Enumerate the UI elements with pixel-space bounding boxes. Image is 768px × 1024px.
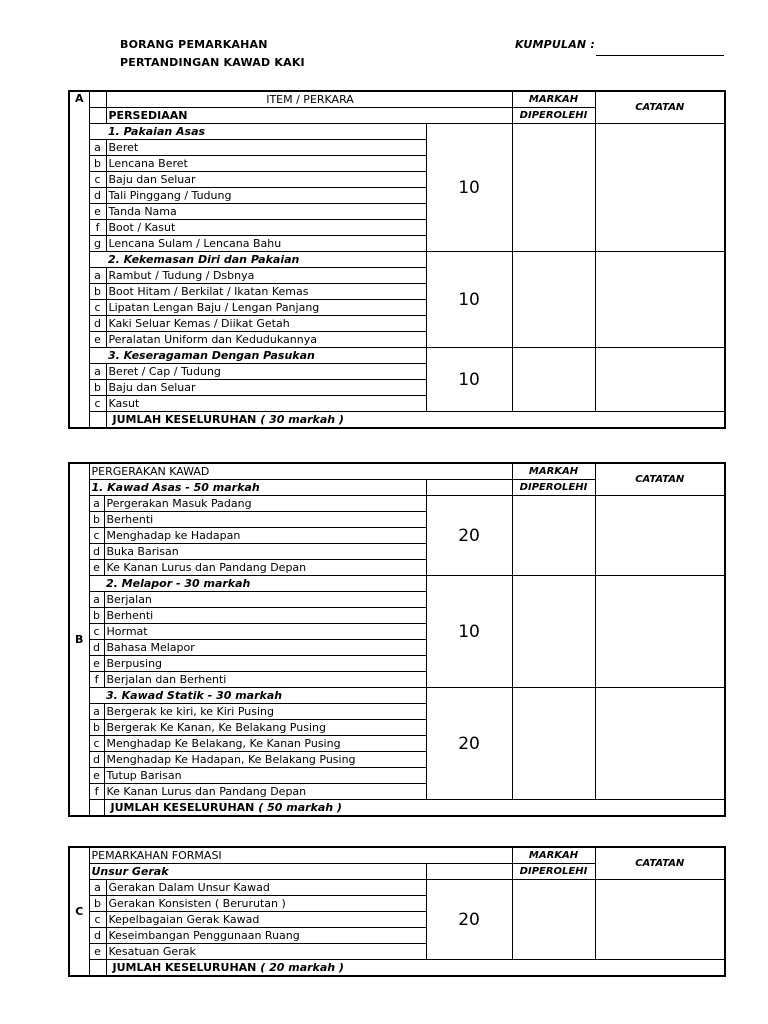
item-index: d — [89, 544, 104, 560]
group-title: 2. Melapor - 30 markah — [104, 576, 426, 592]
item-index: a — [89, 592, 104, 608]
item-label: Boot Hitam / Berkilat / Ikatan Kemas — [106, 284, 426, 300]
item-label: Keseimbangan Penggunaan Ruang — [106, 928, 426, 944]
item-index: c — [89, 172, 106, 188]
group-title: 3. Keseragaman Dengan Pasukan — [106, 348, 426, 364]
total-label: JUMLAH KESELURUHAN — [110, 800, 255, 814]
item-label: Berhenti — [104, 608, 426, 624]
item-label: Beret — [106, 140, 426, 156]
group-points: 20 — [426, 496, 512, 576]
item-label: Buka Barisan — [104, 544, 426, 560]
group-points: 10 — [426, 348, 512, 412]
diperolehi-header: DIPEROLEHI — [512, 864, 595, 880]
item-label: Hormat — [104, 624, 426, 640]
markah-header — [512, 847, 595, 864]
item-index: e — [89, 204, 106, 220]
markah-header — [512, 463, 595, 480]
catatan-header: CATATAN — [595, 91, 725, 124]
group-points: 10 — [426, 124, 512, 252]
markah-diperolehi-cell[interactable] — [512, 576, 595, 688]
item-label: Kasut — [106, 396, 426, 412]
item-label: Kepelbagaian Gerak Kawad — [106, 912, 426, 928]
item-index: d — [89, 188, 106, 204]
item-label: Bergerak Ke Kanan, Ke Belakang Pusing — [104, 720, 426, 736]
total-row — [106, 412, 725, 429]
item-label: Baju dan Seluar — [106, 380, 426, 396]
markah-diperolehi-cell[interactable] — [512, 252, 595, 348]
total-label: JUMLAH KESELURUHAN — [112, 960, 257, 974]
section-letter: B — [69, 463, 89, 816]
item-index: f — [89, 672, 104, 688]
markah-diperolehi-cell[interactable] — [512, 880, 595, 960]
item-label: Lencana Beret — [106, 156, 426, 172]
section-title: PERGERAKAN KAWAD — [89, 463, 512, 480]
section-title: PEMARKAHAN FORMASI — [89, 847, 512, 864]
item-label: Menghadap Ke Belakang, Ke Kanan Pusing — [104, 736, 426, 752]
kumpulan-input-line[interactable] — [596, 55, 724, 56]
form-title: BORANG PEMARKAHAN — [120, 38, 268, 51]
item-index: e — [89, 560, 104, 576]
list-item — [69, 496, 725, 512]
catatan-cell[interactable] — [595, 496, 725, 576]
item-index: c — [89, 624, 104, 640]
diperolehi-header: DIPEROLEHI — [512, 480, 595, 496]
points-spacer — [426, 864, 512, 880]
item-label: Ke Kanan Lurus dan Pandang Depan — [104, 784, 426, 800]
item-perkara-header: ITEM / PERKARA — [106, 91, 512, 108]
item-index: b — [89, 896, 106, 912]
competition-title: PERTANDINGAN KAWAD KAKI — [120, 56, 305, 69]
total-label: JUMLAH KESELURUHAN — [112, 412, 257, 426]
item-index: b — [89, 156, 106, 172]
item-label: Lipatan Lengan Baju / Lengan Panjang — [106, 300, 426, 316]
item-label: Rambut / Tudung / Dsbnya — [106, 268, 426, 284]
item-index: d — [89, 928, 106, 944]
item-label: Berpusing — [104, 656, 426, 672]
item-label: Kaki Seluar Kemas / Diikat Getah — [106, 316, 426, 332]
item-index: b — [89, 284, 106, 300]
item-index: a — [89, 364, 106, 380]
markah-label: MARKAH — [528, 93, 579, 105]
item-index: e — [89, 332, 106, 348]
item-index: e — [89, 768, 104, 784]
item-index: c — [89, 912, 106, 928]
item-label: Pergerakan Masuk Padang — [104, 496, 426, 512]
kumpulan-label: KUMPULAN : — [515, 38, 595, 51]
item-index: b — [89, 380, 106, 396]
item-label: Menghadap ke Hadapan — [104, 528, 426, 544]
item-label: Tali Pinggang / Tudung — [106, 188, 426, 204]
item-index: a — [89, 268, 106, 284]
item-index: f — [89, 220, 106, 236]
item-label: Gerakan Konsisten ( Berurutan ) — [106, 896, 426, 912]
index-col — [89, 108, 106, 124]
item-label: Ke Kanan Lurus dan Pandang Depan — [104, 560, 426, 576]
item-index: f — [89, 784, 104, 800]
item-label: Baju dan Seluar — [106, 172, 426, 188]
item-index: c — [89, 396, 106, 412]
item-index: d — [89, 640, 104, 656]
group-title: 1. Kawad Asas - 50 markah — [89, 480, 426, 496]
item-label: Gerakan Dalam Unsur Kawad — [106, 880, 426, 896]
section-title: PERSEDIAAN — [106, 108, 512, 124]
group-points: 10 — [426, 252, 512, 348]
item-index: b — [89, 608, 104, 624]
section-c-table — [68, 846, 726, 977]
item-index: d — [89, 316, 106, 332]
item-index: c — [89, 736, 104, 752]
item-label: Bahasa Melapor — [104, 640, 426, 656]
diperolehi-header: DIPEROLEHI — [512, 108, 595, 124]
item-index: c — [89, 528, 104, 544]
markah-diperolehi-cell[interactable] — [512, 496, 595, 576]
index-col — [89, 800, 104, 817]
group-points: 10 — [426, 576, 512, 688]
catatan-cell[interactable] — [595, 348, 725, 412]
group-title: 3. Kawad Statik - 30 markah — [104, 688, 426, 704]
item-index: a — [89, 140, 106, 156]
item-index: e — [89, 656, 104, 672]
catatan-cell[interactable] — [595, 124, 725, 252]
group-points: 20 — [426, 688, 512, 800]
list-item — [69, 880, 725, 896]
section-letter: C — [69, 847, 89, 976]
item-index: a — [89, 880, 106, 896]
index-col — [89, 412, 106, 429]
item-index: a — [89, 704, 104, 720]
markah-label: MARKAH — [528, 465, 579, 477]
item-index: g — [89, 236, 106, 252]
total-marks: ( 50 markah ) — [258, 800, 342, 814]
markah-diperolehi-cell[interactable] — [512, 688, 595, 800]
item-label: Boot / Kasut — [106, 220, 426, 236]
item-label: Berjalan — [104, 592, 426, 608]
item-label: Kesatuan Gerak — [106, 944, 426, 960]
item-label: Tutup Barisan — [104, 768, 426, 784]
total-row — [106, 960, 725, 977]
catatan-cell[interactable] — [595, 576, 725, 688]
group-title: Unsur Gerak — [89, 864, 426, 880]
item-index: b — [89, 512, 104, 528]
item-label: Berhenti — [104, 512, 426, 528]
catatan-cell[interactable] — [595, 688, 725, 800]
section-b-table — [68, 462, 726, 817]
total-row — [104, 800, 725, 817]
section-a-table — [68, 90, 726, 429]
item-label: Lencana Sulam / Lencana Bahu — [106, 236, 426, 252]
item-label: Beret / Cap / Tudung — [106, 364, 426, 380]
catatan-header: CATATAN — [595, 463, 725, 496]
catatan-header: CATATAN — [595, 847, 725, 880]
markah-label: MARKAH — [528, 849, 579, 861]
item-label: Tanda Nama — [106, 204, 426, 220]
total-marks: ( 30 markah ) — [260, 412, 344, 426]
item-label: Menghadap Ke Hadapan, Ke Belakang Pusing — [104, 752, 426, 768]
item-index: c — [89, 300, 106, 316]
points-spacer — [426, 480, 512, 496]
catatan-cell[interactable] — [595, 880, 725, 960]
markah-diperolehi-cell[interactable] — [512, 124, 595, 252]
markah-header — [512, 91, 595, 108]
group-title: 1. Pakaian Asas — [106, 124, 426, 140]
group-title: 2. Kekemasan Diri dan Pakaian — [106, 252, 426, 268]
item-label: Bergerak ke kiri, ke Kiri Pusing — [104, 704, 426, 720]
item-index: a — [89, 496, 104, 512]
group-points: 20 — [426, 880, 512, 960]
index-col-header — [89, 91, 106, 108]
item-label: Peralatan Uniform dan Kedudukannya — [106, 332, 426, 348]
catatan-cell[interactable] — [595, 252, 725, 348]
item-label: Berjalan dan Berhenti — [104, 672, 426, 688]
item-index: e — [89, 944, 106, 960]
item-index: d — [89, 752, 104, 768]
markah-diperolehi-cell[interactable] — [512, 348, 595, 412]
total-marks: ( 20 markah ) — [260, 960, 344, 974]
section-letter: A — [69, 91, 89, 428]
item-index: b — [89, 720, 104, 736]
index-col — [89, 960, 106, 977]
